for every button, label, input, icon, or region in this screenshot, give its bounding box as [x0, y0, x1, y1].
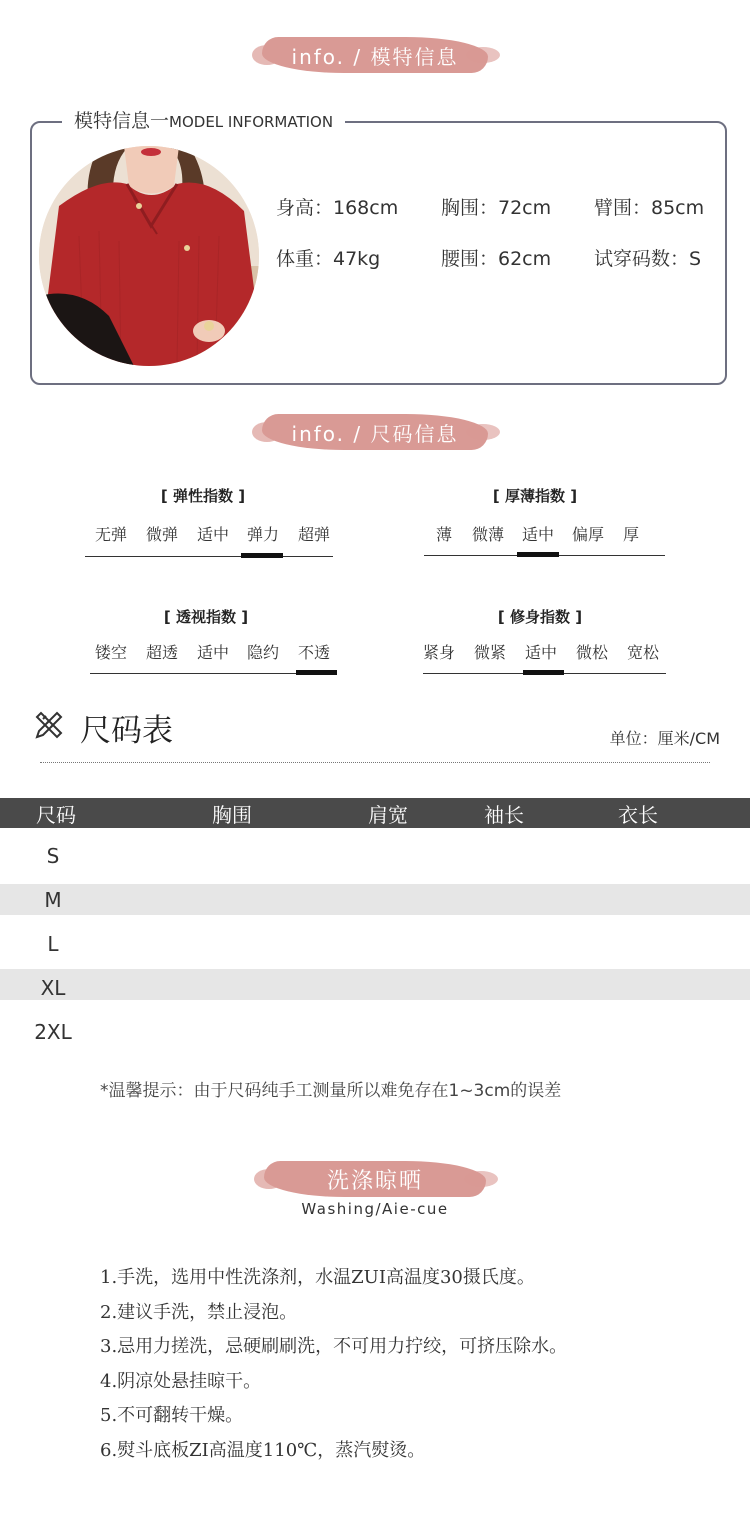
transparency-option: 适中 [196, 643, 230, 662]
size-info-banner [262, 414, 488, 450]
model-header-en: MODEL INFORMATION [169, 113, 334, 131]
model-bust: 胸围：72cm [441, 197, 552, 219]
size-chart-unit: 单位：厘米/CM [609, 729, 720, 748]
washing-instruction: 5.不可翻转干燥。 [100, 1405, 244, 1426]
slim-fit-option: 微紧 [473, 643, 507, 662]
thickness-option: 微薄 [471, 525, 505, 544]
slim-fit-index-title: [ 修身指数 ] [497, 608, 583, 626]
table-row-size: L [47, 932, 59, 956]
thickness-index-title: [ 厚薄指数 ] [492, 487, 578, 505]
model-info-banner-text: info. / 模特信息 [291, 44, 459, 69]
model-photo-illustration [39, 146, 259, 366]
thickness-option: 薄 [435, 525, 453, 544]
table-row-size: 2XL [34, 1020, 72, 1044]
elasticity-option: 适中 [196, 525, 230, 544]
washing-instruction: 1.手洗，选用中性洗涤剂，水温ZUI高温度30摄氏度。 [100, 1267, 535, 1288]
table-row-stripe [0, 969, 750, 1000]
model-header-cn: 模特信息一 [74, 110, 170, 132]
col-header-bust: 胸围 [212, 803, 252, 827]
table-row-size: XL [40, 976, 66, 1000]
table-row-size: M [44, 888, 62, 912]
dotted-divider [40, 762, 710, 763]
slim-fit-option: 微松 [575, 643, 609, 662]
slim-fit-option-selected: 适中 [524, 643, 558, 662]
thickness-option: 厚 [622, 525, 640, 544]
transparency-option: 超透 [145, 643, 179, 662]
model-waist: 腰围：62cm [441, 248, 552, 270]
model-weight: 体重：47kg [276, 248, 381, 270]
col-header-length: 衣长 [618, 803, 658, 827]
ruler-pencil-icon [33, 709, 65, 741]
table-row-stripe [0, 884, 750, 915]
size-chart-title: 尺码表 [80, 713, 173, 749]
washing-instruction: 2.建议手洗，禁止浸泡。 [100, 1302, 298, 1323]
washing-instruction: 4.阴凉处悬挂晾干。 [100, 1371, 262, 1392]
table-row-size: S [46, 844, 60, 868]
elasticity-index-title: [ 弹性指数 ] [160, 487, 246, 505]
transparency-option: 隐约 [246, 643, 280, 662]
elasticity-option: 微弹 [145, 525, 179, 544]
washing-instruction: 6.熨斗底板ZI高温度110℃，蒸汽熨烫。 [100, 1440, 426, 1461]
col-header-size: 尺码 [36, 803, 76, 827]
slim-fit-option: 宽松 [626, 643, 660, 662]
model-height: 身高：168cm [276, 197, 399, 219]
slim-fit-option: 紧身 [422, 643, 456, 662]
thickness-option-selected: 适中 [521, 525, 555, 544]
elasticity-option-selected: 弹力 [246, 525, 280, 544]
transparency-selected-marker [296, 670, 337, 675]
col-header-sleeve: 袖长 [484, 803, 524, 827]
model-info-header [62, 106, 345, 133]
elasticity-selected-marker [241, 553, 283, 558]
model-arm: 臂围：85cm [594, 197, 705, 219]
model-photo [39, 146, 259, 366]
washing-banner-text: 洗涤晾晒 [326, 1168, 423, 1194]
col-header-shoulder: 肩宽 [368, 803, 408, 827]
slim-fit-selected-marker [523, 670, 564, 675]
elasticity-option: 超弹 [297, 525, 331, 544]
washing-subtitle: Washing/Aie-cue [301, 1200, 449, 1218]
transparency-option-selected: 不透 [297, 643, 331, 662]
transparency-option: 镂空 [94, 643, 128, 662]
size-info-banner-text: info. / 尺码信息 [291, 421, 459, 446]
elasticity-scale-line [85, 556, 333, 557]
transparency-index-title: [ 透视指数 ] [163, 608, 249, 626]
model-fit-size: 试穿码数：S [594, 248, 702, 270]
thickness-option: 偏厚 [571, 525, 605, 544]
measurement-tip: *温馨提示：由于尺码纯手工测量所以难免存在1~3cm的误差 [100, 1081, 562, 1101]
thickness-selected-marker [517, 552, 559, 557]
washing-instruction: 3.忌用力搓洗，忌硬刷刷洗，不可用力拧绞，可挤压除水。 [100, 1336, 568, 1357]
elasticity-option: 无弹 [94, 525, 128, 544]
model-info-banner [262, 37, 488, 73]
washing-banner [264, 1161, 486, 1197]
